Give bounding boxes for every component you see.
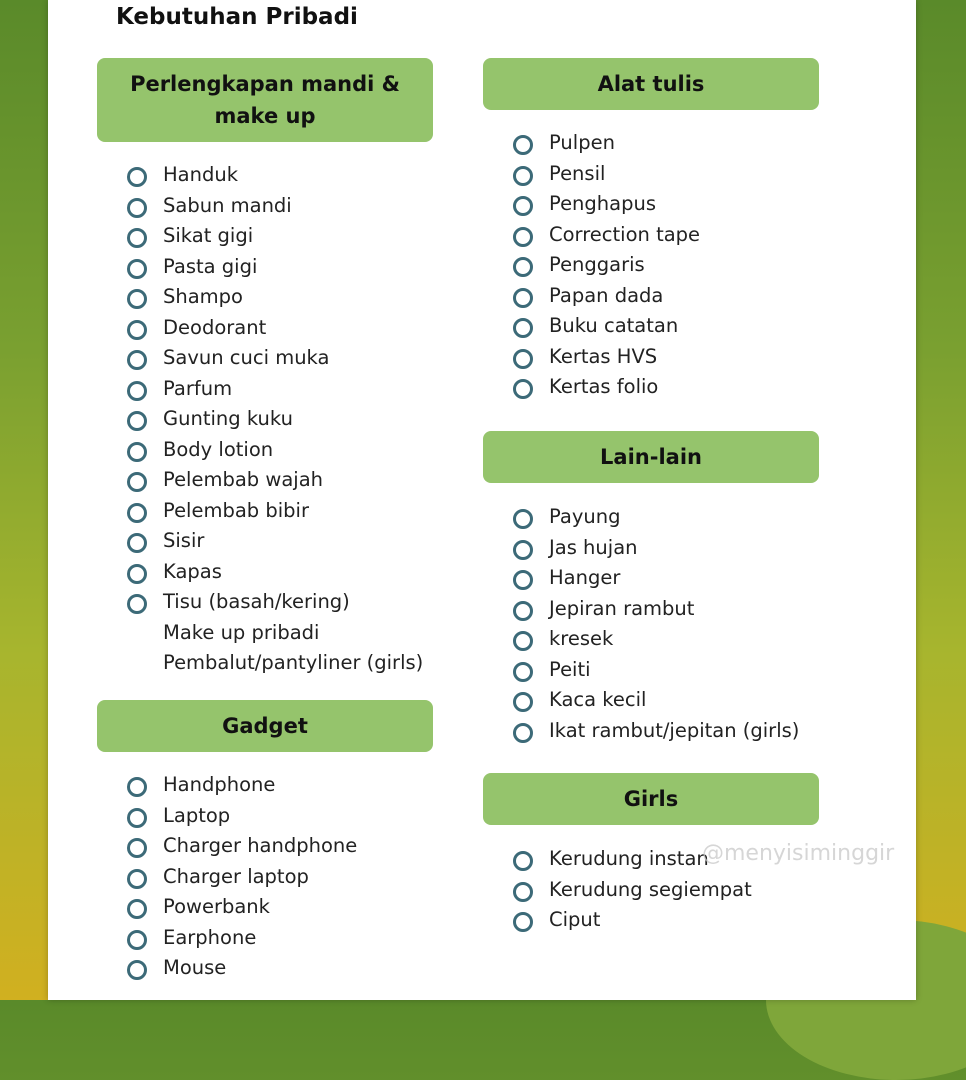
checkbox-circle-icon[interactable] <box>513 379 533 399</box>
item-label: Parfum <box>163 376 233 400</box>
item-label: Hanger <box>549 566 621 589</box>
checkbox-circle-icon[interactable] <box>513 227 533 247</box>
checkbox-circle-icon[interactable] <box>127 899 147 919</box>
item-label: Pasta gigi <box>163 254 258 278</box>
checkbox-circle-icon[interactable] <box>127 350 147 370</box>
item-label: Laptop <box>163 803 231 827</box>
item-label: Earphone <box>163 925 257 949</box>
item-label: Pelembab bibir <box>163 498 309 522</box>
checkbox-circle-icon[interactable] <box>127 564 147 584</box>
item-label: Sabun mandi <box>163 193 292 217</box>
checkbox-circle-icon[interactable] <box>127 381 147 401</box>
checkbox-circle-icon[interactable] <box>127 472 147 492</box>
checkbox-circle-icon[interactable] <box>513 570 533 590</box>
item-label: Penggaris <box>549 253 645 276</box>
checkbox-circle-icon[interactable] <box>127 228 147 248</box>
checkbox-circle-icon[interactable] <box>127 869 147 889</box>
checkbox-circle-icon[interactable] <box>127 411 147 431</box>
page-title: Kebutuhan Pribadi <box>116 4 358 30</box>
section-perlengkapan-mandi <box>97 58 433 674</box>
checkbox-circle-icon[interactable] <box>513 631 533 651</box>
checkbox-circle-icon[interactable] <box>127 777 147 797</box>
section-lain-lain <box>483 431 819 742</box>
checkbox-circle-icon[interactable] <box>127 503 147 523</box>
item-label: Papan dada <box>549 283 664 307</box>
section-header: Girls <box>483 773 819 825</box>
item-label: kresek <box>549 627 614 650</box>
watermark: @menyisiminggir <box>702 841 895 866</box>
checkbox-circle-icon[interactable] <box>127 930 147 950</box>
section-header: Gadget <box>97 700 433 752</box>
checkbox-circle-icon[interactable] <box>513 135 533 155</box>
checkbox-circle-icon[interactable] <box>513 318 533 338</box>
checkbox-circle-icon[interactable] <box>513 662 533 682</box>
item-label: Jas hujan <box>549 535 638 559</box>
checkbox-circle-icon[interactable] <box>513 166 533 186</box>
item-label: Kertas folio <box>549 375 659 398</box>
checkbox-circle-icon[interactable] <box>127 259 147 279</box>
item-label: Tisu (basah/kering) <box>163 590 350 613</box>
checkbox-circle-icon[interactable] <box>513 196 533 216</box>
item-label: Penghapus <box>549 192 657 215</box>
item-label: Kertas HVS <box>549 344 658 368</box>
checkbox-circle-icon[interactable] <box>513 601 533 621</box>
item-label: Buku catatan <box>549 314 679 337</box>
item-label: Ciput <box>549 908 601 931</box>
checkbox-circle-icon[interactable] <box>513 723 533 743</box>
item-label: Gunting kuku <box>163 407 293 430</box>
checkbox-circle-icon[interactable] <box>127 808 147 828</box>
item-label: Jepiran rambut <box>549 596 695 620</box>
item-label: Charger handphone <box>163 834 358 857</box>
item-label: Deodorant <box>163 315 267 339</box>
item-label: Pulpen <box>549 131 615 154</box>
checkbox-circle-icon[interactable] <box>127 167 147 187</box>
item-label: Pelembab wajah <box>163 468 323 491</box>
item-label: Peiti <box>549 657 591 681</box>
item-label: Body lotion <box>163 437 274 461</box>
item-label: Savun cuci muka <box>163 346 330 369</box>
item-label: Ikat rambut/jepitan (girls) <box>549 718 800 742</box>
checkbox-circle-icon[interactable] <box>127 960 147 980</box>
section-gadget <box>97 700 433 979</box>
checkbox-circle-icon[interactable] <box>513 540 533 560</box>
item-label: Handphone <box>163 773 276 796</box>
checkbox-circle-icon[interactable] <box>127 320 147 340</box>
checkbox-circle-icon[interactable] <box>513 882 533 902</box>
item-label: Correction tape <box>549 222 701 246</box>
item-label: Payung <box>549 505 621 528</box>
item-label: Mouse <box>163 956 227 979</box>
checkbox-circle-icon[interactable] <box>513 509 533 529</box>
checkbox-circle-icon[interactable] <box>127 198 147 218</box>
checkbox-circle-icon[interactable] <box>513 349 533 369</box>
section-header: Alat tulis <box>483 58 819 110</box>
section-header: Perlengkapan mandi & make up <box>97 58 433 142</box>
item-label: Kapas <box>163 559 222 583</box>
item-label: Handuk <box>163 163 239 186</box>
item-label: Sisir <box>163 529 205 552</box>
checkbox-circle-icon[interactable] <box>127 838 147 858</box>
checkbox-circle-icon[interactable] <box>513 692 533 712</box>
section-alat-tulis <box>483 58 819 398</box>
checkbox-circle-icon[interactable] <box>513 257 533 277</box>
item-label: Powerbank <box>163 895 270 918</box>
item-label: Kaca kecil <box>549 688 647 711</box>
section-header: Lain-lain <box>483 431 819 483</box>
item-label: Pembalut/pantyliner (girls) <box>163 651 424 674</box>
checkbox-circle-icon[interactable] <box>513 851 533 871</box>
item-label: Charger laptop <box>163 864 309 888</box>
item-label: Make up pribadi <box>163 620 320 644</box>
checkbox-circle-icon[interactable] <box>127 533 147 553</box>
item-label: Kerudung segiempat <box>549 877 752 901</box>
item-label: Pensil <box>549 161 606 185</box>
item-label: Shampo <box>163 285 243 308</box>
item-label: Kerudung instan <box>549 847 709 870</box>
checkbox-circle-icon[interactable] <box>513 912 533 932</box>
checkbox-circle-icon[interactable] <box>127 594 147 614</box>
checkbox-circle-icon[interactable] <box>513 288 533 308</box>
checkbox-circle-icon[interactable] <box>127 442 147 462</box>
checkbox-circle-icon[interactable] <box>127 289 147 309</box>
item-label: Sikat gigi <box>163 224 254 247</box>
